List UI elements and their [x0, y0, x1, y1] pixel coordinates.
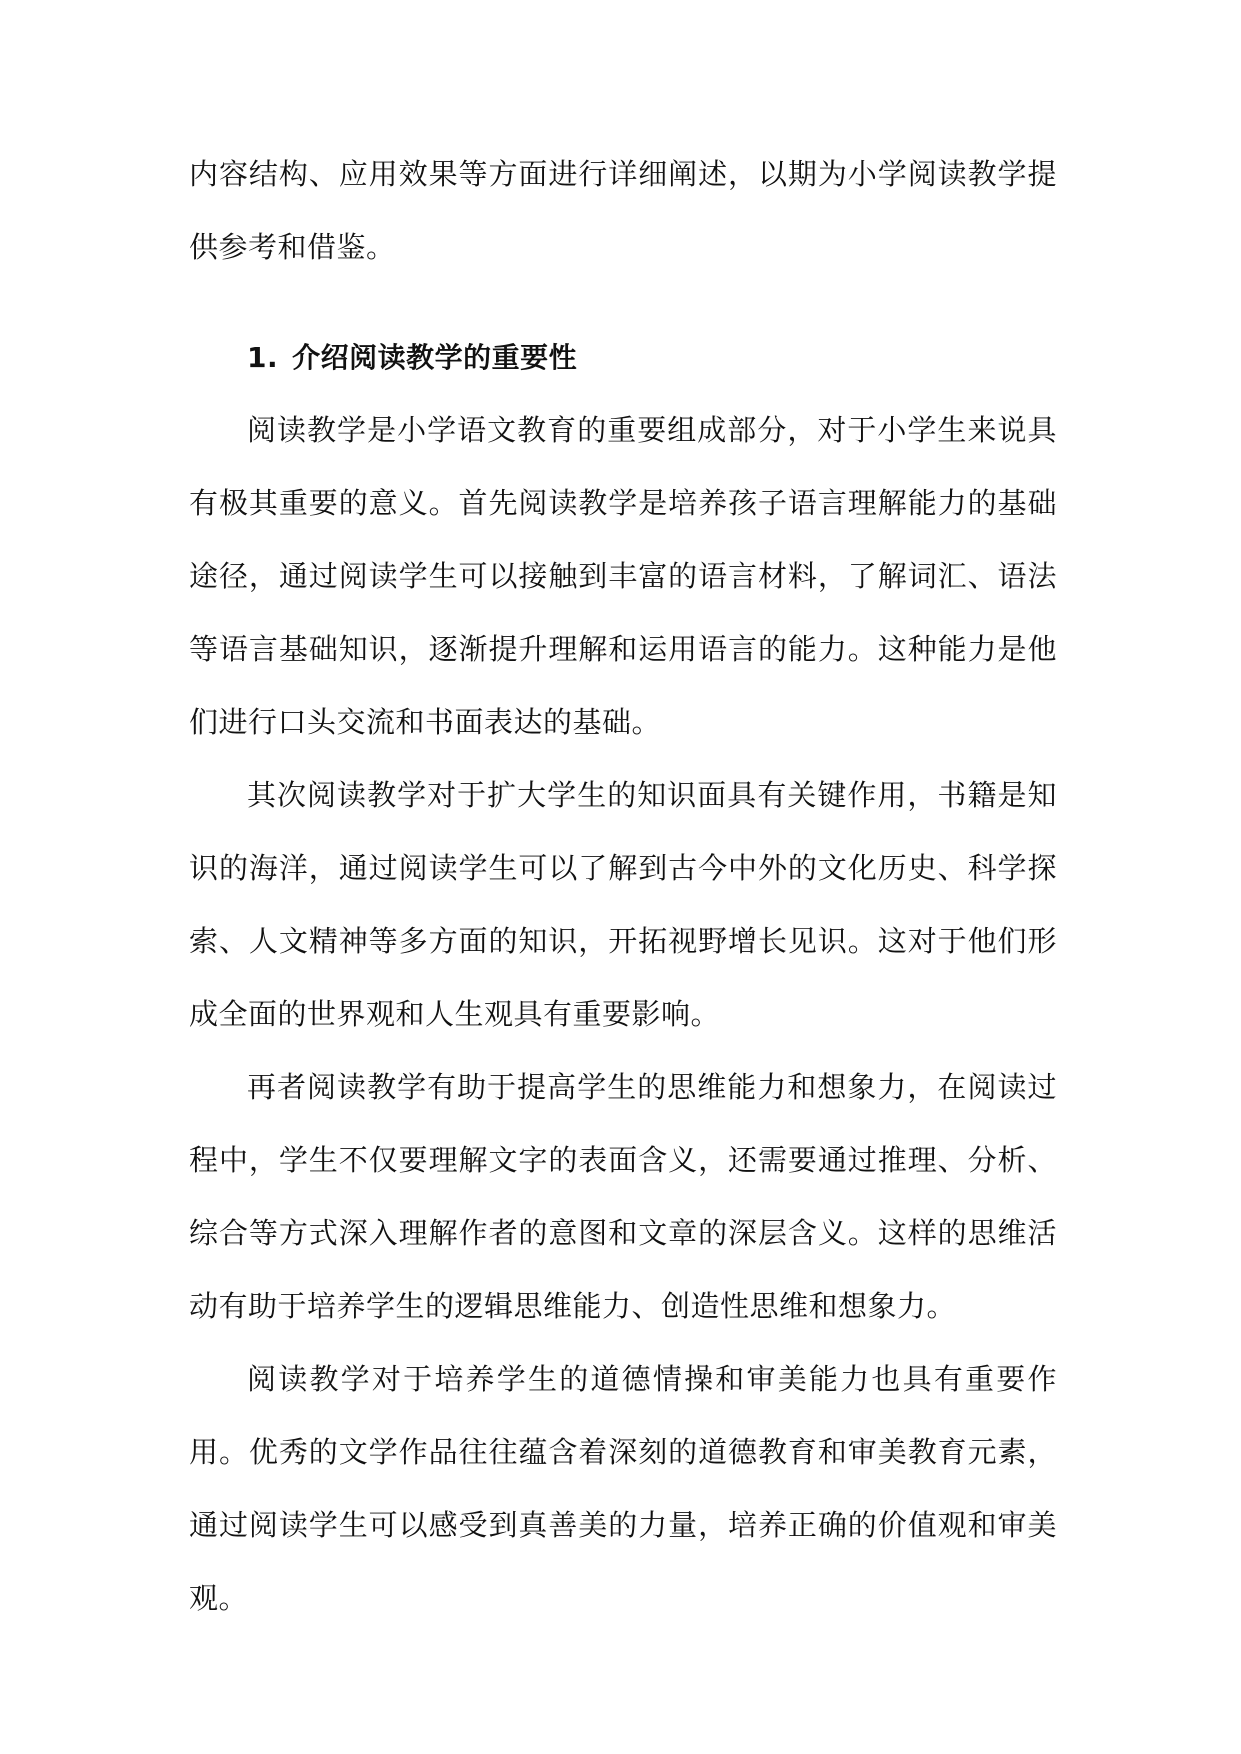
section-title: 介绍阅读教学的重要性 — [292, 341, 578, 374]
document-body — [189, 138, 1057, 1635]
section-number: 1. — [247, 341, 279, 374]
paragraph-thinking: 再者阅读教学有助于提高学生的思维能力和想象力，在阅读过程中，学生不仅要理解文字的表面含义，还需要通过推理、分析、综合等方式深入理解作者的意图和文章的深层含义。这样的思维活动有助于培养学生的逻辑思维能力、创造性思维和想象力。 — [189, 1070, 1057, 1323]
paragraph-morality-aesthetics: 阅读教学对于培养学生的道德情操和审美能力也具有重要作用。优秀的文学作品往往蕴含着深刻的道德教育和审美教育元素，通过阅读学生可以感受到真善美的力量，培养正确的价值观和审美观。 — [189, 1362, 1057, 1615]
section-heading — [189, 321, 1057, 394]
paragraph-knowledge: 其次阅读教学对于扩大学生的知识面具有关键作用，书籍是知识的海洋，通过阅读学生可以了解到古今中外的文化历史、科学探索、人文精神等多方面的知识，开拓视野增长见识。这对于他们形成全面的世界观和人生观具有重要影响。 — [189, 778, 1057, 1031]
paragraph-language-ability: 阅读教学是小学语文教育的重要组成部分，对于小学生来说具有极其重要的意义。首先阅读教学是培养孩子语言理解能力的基础途径，通过阅读学生可以接触到丰富的语言材料，了解词汇、语法等语言基础知识，逐渐提升理解和运用语言的能力。这种能力是他们进行口头交流和书面表达的基础。 — [189, 413, 1057, 739]
intro-continuation-paragraph: 内容结构、应用效果等方面进行详细阐述，以期为小学阅读教学提供参考和借鉴。 — [189, 157, 1057, 264]
